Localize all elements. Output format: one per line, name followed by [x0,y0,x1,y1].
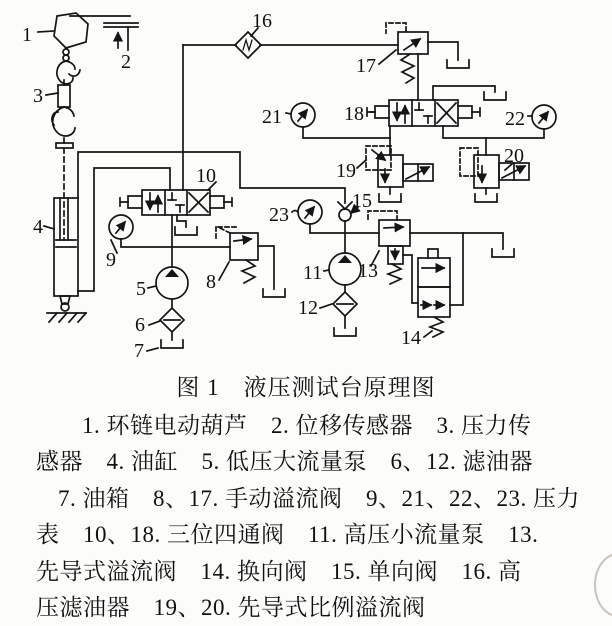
legend-line: 表 10、18. 三位四通阀 11. 高压小流量泵 13. [36,522,539,548]
label-12: 12 [298,297,318,319]
pump-11-high-pressure [324,253,361,285]
label-22: 22 [505,108,525,130]
tank-7 [147,340,183,351]
label-8: 8 [206,271,216,293]
label-4: 4 [33,216,43,238]
gauge-23 [292,200,322,224]
relief-valve-17 [379,23,469,83]
label-9: 9 [106,249,116,271]
filter-12 [320,292,357,336]
displacement-sensor [104,23,138,50]
label-16: 16 [252,10,272,32]
label-19: 19 [336,160,356,182]
spring-icon [401,54,414,83]
spring-icon [242,260,255,283]
spring-icon [430,317,443,337]
label-10: 10 [196,165,216,187]
gauge-21 [286,103,315,127]
figure-title: 图 1 液压测试台原理图 [176,375,436,400]
pilot-relief-valve-13 [368,211,514,284]
label-20: 20 [504,145,524,167]
label-17: 17 [356,55,376,77]
pump-5-low-pressure [148,267,188,299]
directional-valve-14 [418,249,450,337]
label-23: 23 [269,204,289,226]
label-3: 3 [33,85,43,107]
hook-icon [57,61,73,84]
label-11: 11 [303,262,323,284]
filter-16-high-pressure [235,28,261,58]
label-14: 14 [401,327,421,349]
label-1: 1 [22,24,32,46]
label-6: 6 [135,314,145,336]
label-13: 13 [358,260,378,282]
figure-caption [0,371,612,626]
label-21: 21 [262,106,282,128]
legend-line: 压滤油器 19、20. 先导式比例溢流阀 [36,595,426,621]
label-18: 18 [344,103,364,125]
label-5: 5 [136,278,146,300]
legend-line: 感器 4. 油缸 5. 低压大流量泵 6、12. 滤油器 [36,449,533,475]
legend-line: 7. 油箱 8、17. 手动溢流阀 9、21、22、23. 压力 [58,485,580,511]
label-15: 15 [352,190,372,212]
filter-6 [149,308,184,332]
pipe-lines [78,45,544,340]
spring-icon [388,264,401,284]
cylinder [44,198,86,322]
valve-18-three-position-four-way [367,92,506,126]
figure-legend [0,408,612,626]
label-2: 2 [121,51,131,73]
ground-icon [47,313,86,322]
legend-line: 先导式溢流阀 14. 换向阀 15. 单向阀 16. 高 [36,558,522,584]
legend-line: 1. 环链电动葫芦 2. 位移传感器 3. 压力传 [82,413,532,438]
label-7: 7 [134,340,144,362]
gauge-22 [528,105,556,129]
